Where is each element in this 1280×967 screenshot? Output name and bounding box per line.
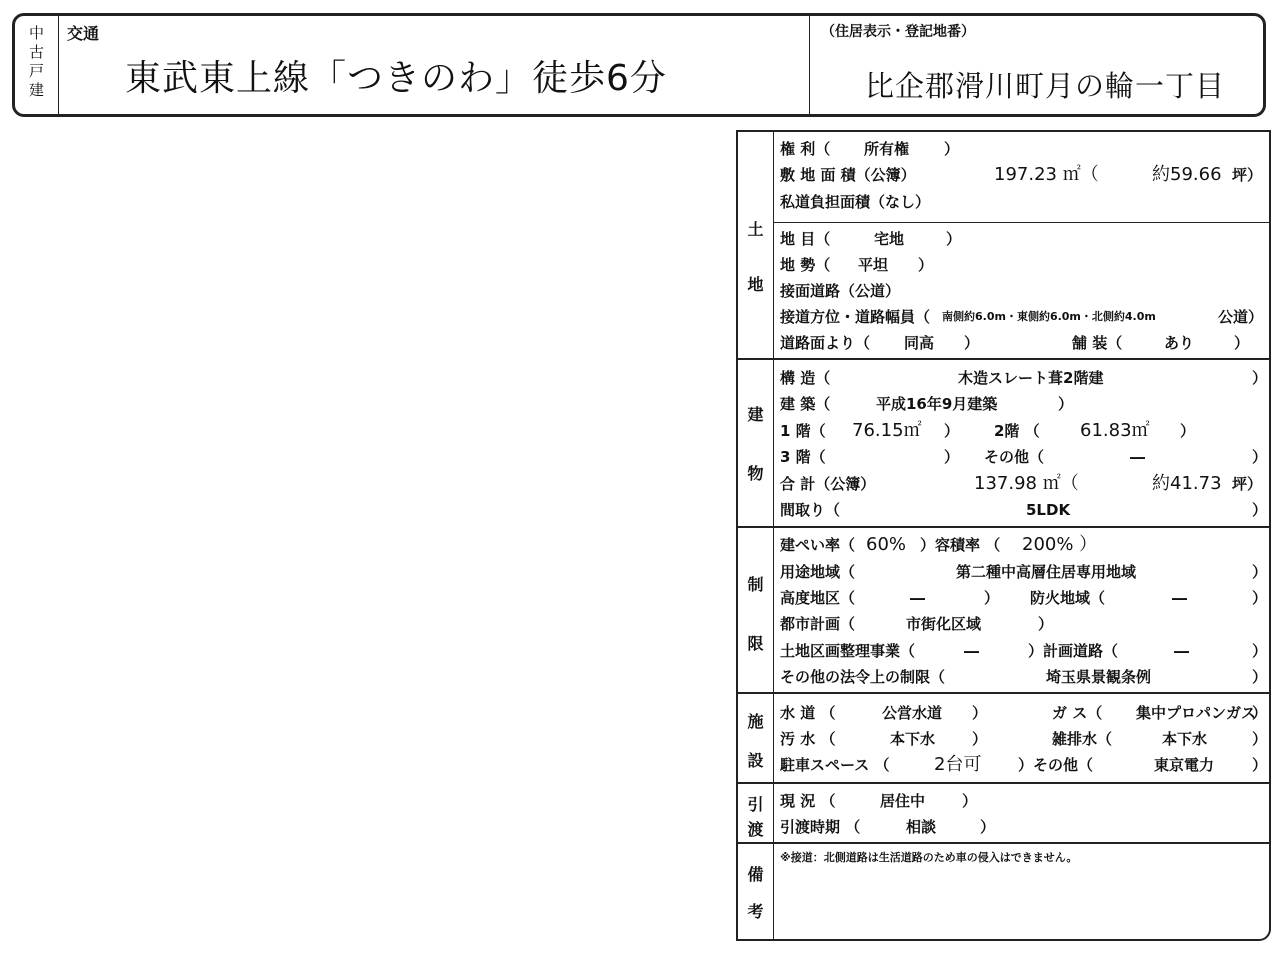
- row-structure: [780, 365, 1268, 391]
- value: 東京電力: [1154, 756, 1215, 774]
- row-parking: [780, 752, 1268, 778]
- value: 同高: [904, 334, 935, 352]
- section-char: 制: [747, 575, 764, 594]
- bracket: ）: [962, 792, 978, 810]
- section-divider: [738, 358, 1269, 360]
- value: ―: [964, 642, 979, 660]
- label: 防火地域（: [1030, 589, 1106, 607]
- value: 集中プロパンガス: [1136, 704, 1257, 722]
- row-timing: [780, 814, 1263, 840]
- label: 地 勢（: [780, 256, 831, 274]
- value: 所有権: [864, 140, 910, 158]
- label: 建 築（: [780, 395, 831, 413]
- label: その他の法令上の制限（: [780, 668, 946, 686]
- spec-divider: [773, 132, 774, 939]
- section-divider: [738, 782, 1269, 784]
- category-char: 建: [28, 81, 44, 99]
- remarks-note: ※接道：北側道路は生活道路のため車の侵入はできません。: [780, 851, 1078, 864]
- label: 高度地区（: [780, 589, 856, 607]
- label: 雑排水（: [1052, 730, 1113, 748]
- row-site-area: [780, 162, 1263, 188]
- spec-table: [736, 130, 1271, 941]
- section-label-remarks: [738, 862, 773, 922]
- row-chimoku: [780, 226, 1263, 252]
- section-divider: [738, 842, 1269, 844]
- value: 埼玉県景観条例: [1046, 668, 1152, 686]
- label: 用途地域（: [780, 563, 856, 581]
- value: ―: [1130, 448, 1145, 466]
- category-char: 古: [28, 43, 44, 61]
- value: 公道）: [1218, 308, 1264, 326]
- row-other-law: [780, 664, 1268, 690]
- bracket: ）: [1252, 501, 1268, 519]
- section-char: 土: [747, 220, 764, 239]
- row-water-gas: [780, 700, 1268, 726]
- value: 76.15㎡: [852, 420, 922, 441]
- row-zone: [780, 559, 1268, 585]
- bracket: ）: [1252, 448, 1268, 466]
- value: ―: [1172, 589, 1187, 607]
- label: 道路面より（: [780, 334, 871, 352]
- section-char: 施: [747, 712, 764, 731]
- bracket: ）: [964, 334, 980, 352]
- section-label-building: [738, 402, 773, 484]
- bracket: ）: [1252, 668, 1268, 686]
- bracket: ）: [944, 422, 960, 440]
- value: 本下水: [1162, 730, 1208, 748]
- label: 敷 地 面 積（公簿）: [780, 166, 916, 184]
- bracket: ）: [1234, 334, 1250, 352]
- value: 60%: [866, 534, 907, 555]
- value: 平坦: [858, 256, 889, 274]
- row-status: [780, 788, 1263, 814]
- label: ）容積率 （: [920, 536, 1001, 554]
- label: 私道負担面積（なし）: [780, 193, 931, 211]
- label: ガ ス（: [1052, 704, 1103, 722]
- bracket: ）: [1252, 589, 1268, 607]
- bracket: ）: [972, 730, 988, 748]
- value: 相談: [906, 818, 937, 836]
- row-kukaku: [780, 638, 1268, 664]
- property-category: [15, 16, 59, 114]
- header-box: [12, 13, 1266, 117]
- section-char: 渡: [747, 820, 764, 839]
- value: あり: [1164, 334, 1195, 352]
- label: 土地区画整理事業（: [780, 642, 916, 660]
- bracket: ）: [1252, 704, 1268, 722]
- unit: 坪）: [1232, 166, 1263, 184]
- row-floors: [780, 418, 1263, 444]
- bracket: ）: [1252, 563, 1268, 581]
- bracket: ）: [972, 704, 988, 722]
- address: 比企郡滑川町月の輪一丁目: [865, 69, 1226, 103]
- row-divider: [773, 222, 1269, 223]
- bracket: ）: [984, 589, 1000, 607]
- value: 木造スレート葺2階建: [958, 369, 1104, 387]
- value: 第二種中高層住居専用地域: [956, 563, 1137, 581]
- value: 200% ）: [1022, 534, 1098, 555]
- value: 市街化区域: [906, 615, 982, 633]
- value: 居住中: [880, 792, 926, 810]
- bracket: ）: [944, 448, 960, 466]
- bracket: ）: [918, 256, 934, 274]
- row-chisei: [780, 252, 1263, 278]
- value: 平成16年9月建築: [876, 395, 998, 413]
- value: 約41.73: [1152, 473, 1222, 494]
- label: 接道方位・道路幅員（: [780, 308, 931, 326]
- row-layout: [780, 497, 1268, 523]
- section-char: 限: [747, 634, 764, 653]
- label: 現 況 （: [780, 792, 836, 810]
- row-city-plan: [780, 611, 1263, 637]
- value: 公営水道: [882, 704, 943, 722]
- section-char: 考: [747, 902, 764, 921]
- category-char: 中: [28, 24, 44, 42]
- value: ―: [910, 589, 925, 607]
- section-label-land: [738, 217, 773, 295]
- traffic-access: 東武東上線「つきのわ」徒歩6分: [125, 58, 667, 99]
- label: 駐車スペース （: [780, 756, 890, 774]
- bracket: ）: [1252, 756, 1268, 774]
- unit: 坪）: [1232, 475, 1263, 493]
- bracket: ）: [980, 818, 996, 836]
- row-direction: [780, 304, 1263, 330]
- bracket: ）: [1252, 369, 1268, 387]
- label: 3 階（: [780, 448, 826, 466]
- section-label-handover: [738, 792, 773, 840]
- row-total: [780, 471, 1263, 497]
- row-rights: [780, 136, 1263, 162]
- value: 約59.66: [1152, 164, 1222, 185]
- label: 接面道路（公道）: [780, 282, 901, 300]
- value: 137.98 ㎡（: [974, 473, 1079, 494]
- row-floor3: [780, 444, 1268, 470]
- value: 197.23 ㎡（: [994, 164, 1099, 185]
- section-char: 物: [747, 464, 764, 483]
- value: 61.83㎡: [1080, 420, 1150, 441]
- bracket: ）: [1038, 615, 1054, 633]
- label: ）その他（: [1018, 756, 1094, 774]
- section-label-restriction: [738, 572, 773, 654]
- section-char: 引: [747, 795, 764, 814]
- row-sewage: [780, 726, 1268, 752]
- row-built: [780, 391, 1263, 417]
- section-divider: [738, 692, 1269, 694]
- label: 舗 装（: [1072, 334, 1123, 352]
- section-char: 建: [747, 405, 764, 424]
- section-char: 備: [747, 865, 764, 884]
- label: 都市計画（: [780, 615, 856, 633]
- section-char: 設: [747, 751, 764, 770]
- label: 地 目（: [780, 230, 831, 248]
- label: 汚 水 （: [780, 730, 836, 748]
- value: ―: [1174, 642, 1189, 660]
- header-divider: [809, 16, 810, 114]
- row-road-height: [780, 330, 1263, 356]
- bracket: ）: [1252, 642, 1268, 660]
- traffic-label: 交通: [67, 24, 100, 43]
- label: 1 階（: [780, 422, 826, 440]
- address-label: （住居表示・登記地番）: [821, 24, 975, 40]
- bracket: ）: [1058, 395, 1074, 413]
- label: 水 道 （: [780, 704, 836, 722]
- row-private-road: [780, 189, 1263, 215]
- bracket: ）: [944, 140, 960, 158]
- value: 2台可: [934, 754, 982, 775]
- value: 南側約6.0m・東側約6.0m・北側約4.0m: [942, 310, 1156, 323]
- row-height-fire: [780, 585, 1268, 611]
- label: 2階 （: [994, 422, 1040, 440]
- value: 宅地: [874, 230, 905, 248]
- label: 構 造（: [780, 369, 831, 387]
- label: その他（: [984, 448, 1045, 466]
- category-char: 戸: [28, 62, 44, 80]
- row-road: [780, 278, 1263, 304]
- label: 間取り（: [780, 501, 841, 519]
- label: 引渡時期 （: [780, 818, 861, 836]
- value: 5LDK: [1026, 501, 1071, 519]
- label: 権 利（: [780, 140, 831, 158]
- section-char: 地: [747, 275, 764, 294]
- value: 本下水: [890, 730, 936, 748]
- label: ）計画道路（: [1028, 642, 1119, 660]
- row-ratio: [780, 532, 1263, 558]
- label: 合 計（公簿）: [780, 475, 876, 493]
- section-label-facilities: [738, 709, 773, 771]
- bracket: ）: [946, 230, 962, 248]
- label: 建ぺい率（: [780, 536, 856, 554]
- bracket: ）: [1180, 422, 1196, 440]
- bracket: ）: [1252, 730, 1268, 748]
- section-divider: [738, 526, 1269, 528]
